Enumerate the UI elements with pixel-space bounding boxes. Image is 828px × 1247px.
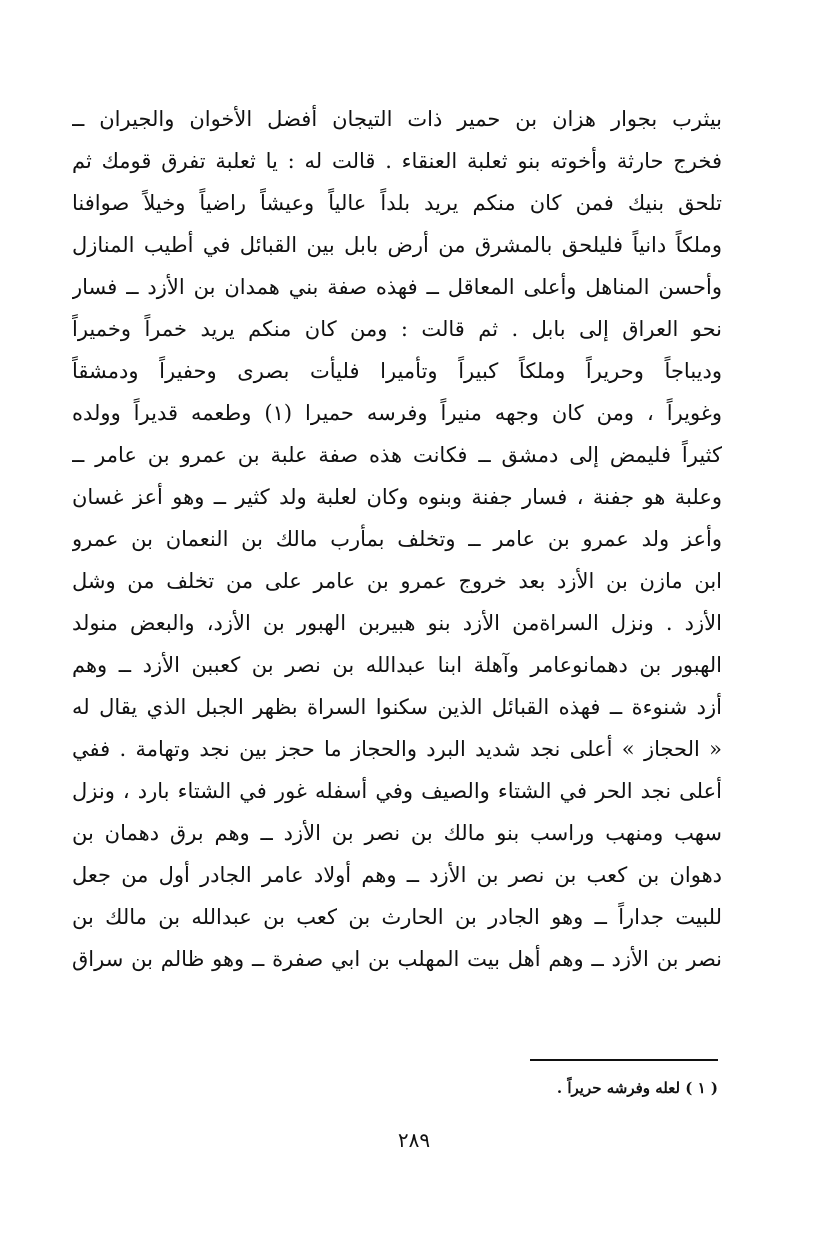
text-line: ابن مازن بن الأزد بعد خروج عمرو بن عامر على من تخلف من وشل [72,569,722,593]
text-line: وأعز ولد عمرو بن عامر ــ وتخلف بمأرب مالك بن النعمان بن عمرو [72,527,722,551]
text-line: وديباجاً وحريراً وملكاً كبيراً وتأميرا فليأت بصرى وحفيراً ودمشقاً [72,359,722,383]
text-line: أعلى نجد الحر في الشتاء والصيف وفي أسفله غور في الشتاء بارد ، ونزل [72,779,722,803]
text-line: وعلبة هو جفنة ، فسار جفنة وبنوه وكان لعلبة ولد كثير ــ وهو أعز غسان [72,485,722,509]
body-text [72,98,722,980]
page-number: ٢٨٩ [397,1128,431,1152]
text-line: كثيراً فليمض إلى دمشق ــ فكانت هذه صفة علبة بن عمرو بن عامر ــ [72,443,722,467]
text-line: وأحسن المناهل وأعلى المعاقل ــ فهذه صفة بني همدان بن الأزد ــ فسار [72,275,722,299]
text-line: الأزد . ونزل السراةمن الأزد بنو هبيربن الهبور بن الأزد، والبعض منولد [72,611,722,635]
text-line: نحو العراق إلى بابل . ثم قالت : ومن كان منكم يريد خمراً وخميراً [72,317,722,341]
text-line: « الحجاز » أعلى نجد شديد البرد والحجاز ما حجز بين نجد وتهامة . ففي [72,737,722,761]
footnote: ( ١ ) لعله وفرشه حريراً . [556,1079,718,1097]
text-line: فخرج حارثة وأخوته بنو ثعلبة العنقاء . قالت له : يا ثعلبة تفرق قومك ثم [72,149,722,173]
footnote-divider [530,1059,718,1061]
text-line: وغويراً ، ومن كان وجهه منيراً وفرسه حميرا (١) وطعمه قديراً وولده [72,401,722,425]
text-line: وملكاً دانياً فليلحق بالمشرق من أرض بابل بين القبائل في أطيب المنازل [72,233,722,257]
text-line: تلحق بنيك فمن كان منكم يريد بلداً عالياً وعيشاً راضياً وخيلاً صوافنا [72,191,722,215]
text-line: دهوان بن كعب بن نصر بن الأزد ــ وهم أولاد عامر الجادر أول من جعل [72,863,722,887]
text-line: للبيت جداراً ــ وهو الجادر بن الحارث بن كعب بن عبدالله بن مالك بن [72,905,722,929]
text-line: الهبور بن دهمانوعامر وآهلة ابنا عبدالله بن نصر بن كعببن الأزد ــ وهم [72,653,722,677]
text-line: أزد شنوءة ــ فهذه القبائل الذين سكنوا السراة بظهر الجبل الذي يقال له [72,695,722,719]
text-line: بيثرب بجوار هزان بن حمير ذات التيجان أفضل الأخوان والجيران ــ [72,107,722,131]
text-line: نصر بن الأزد ــ وهم أهل بيت المهلب بن ابي صفرة ــ وهو ظالم بن سراق [72,947,722,971]
text-line: سهب ومنهب وراسب بنو مالك بن نصر بن الأزد ــ وهم برق دهمان بن [72,821,722,845]
